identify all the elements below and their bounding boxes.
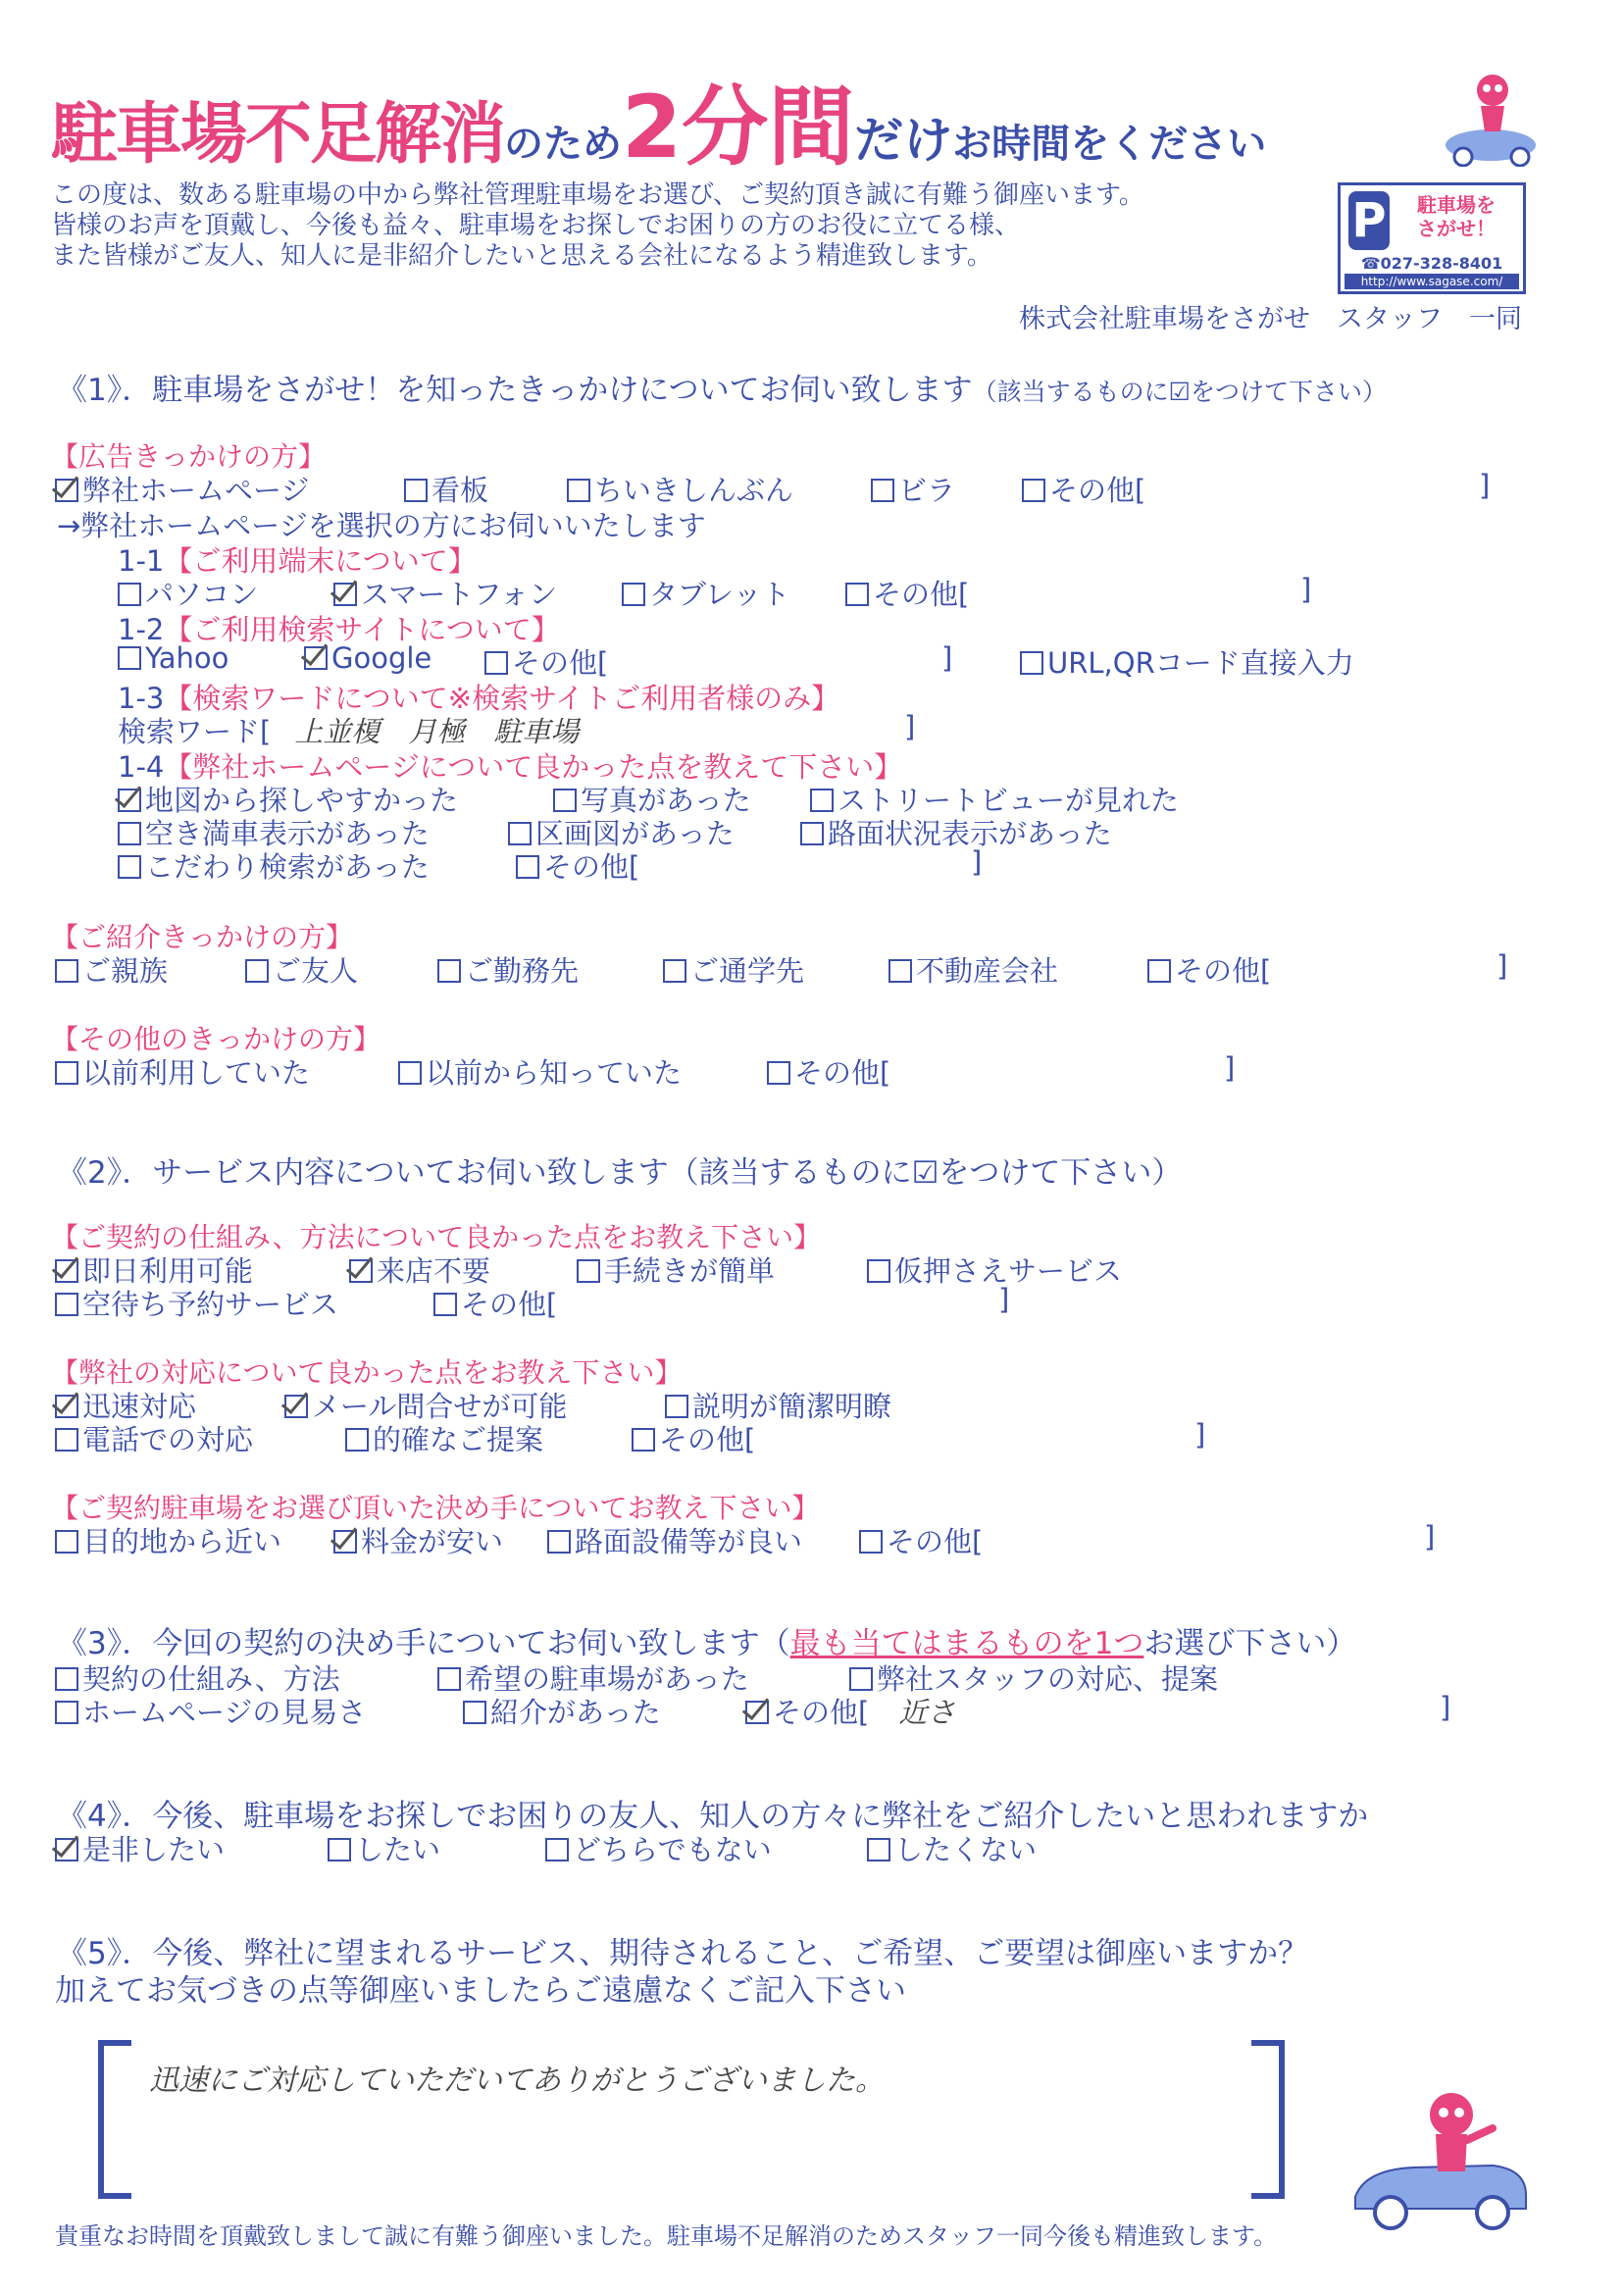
checkbox[interactable] (577, 1259, 600, 1283)
checkbox-option[interactable]: 来店不要 (349, 1249, 490, 1290)
checkbox[interactable] (55, 1259, 78, 1283)
ad-section-heading: 【広告きっかけの方】 (51, 440, 327, 473)
intro-line: 皆様のお声を頂戴し、今後も益々、駐車場をお探しでお困りの方のお役に立てる様、 (51, 211, 1021, 240)
checkbox-option[interactable]: したい (328, 1828, 440, 1868)
checkbox-option[interactable]: 空待ち予約サービス (55, 1283, 338, 1323)
checkbox[interactable] (55, 1530, 78, 1554)
checkbox[interactable] (632, 1428, 655, 1452)
bracket-close: ] (1440, 1691, 1451, 1724)
checkbox-option[interactable]: 仮押さえサービス (867, 1249, 1122, 1290)
checkbox[interactable] (55, 959, 78, 983)
bracket-close: ] (904, 710, 916, 743)
checkbox[interactable] (284, 1395, 308, 1418)
bracket-close: ] (941, 641, 953, 675)
checkbox[interactable] (508, 822, 532, 845)
checkbox-option[interactable]: どちらでもない (545, 1828, 772, 1868)
company-signature: 株式会社駐車場をさがせ スタッフ 一同 (1019, 304, 1522, 334)
logo-text: 駐車場を さがせ！ (1417, 193, 1496, 240)
q1-heading: 《1》．駐車場をさがせ！を知ったきっかけについてお伺い致します（該当するものに☑をつけて下さい） (57, 373, 1388, 408)
checkbox[interactable] (745, 1701, 769, 1724)
checkbox-option[interactable]: ストリートビューが見れた (810, 779, 1179, 819)
bracket-close: ] (971, 845, 983, 879)
checkbox-option[interactable]: その他[ 近さ (745, 1691, 955, 1731)
checkbox[interactable] (463, 1701, 486, 1724)
checkbox[interactable] (55, 479, 78, 502)
checkbox-option[interactable]: その他[ (859, 1520, 983, 1560)
checkbox-option[interactable]: 電話での対応 (55, 1418, 253, 1458)
checkbox-option[interactable]: 看板 (404, 469, 488, 509)
checkbox-option[interactable]: ビラ (871, 469, 955, 509)
handwritten-other-value: 近さ (898, 1696, 956, 1729)
intro-line: この度は、数ある駐車場の中から弊社管理駐車場をお選び、ご契約頂き誠に有難う御座います。 (51, 180, 1144, 210)
checkbox[interactable] (118, 822, 141, 845)
checkbox[interactable] (55, 1667, 78, 1691)
checkbox-option[interactable]: したくない (867, 1828, 1037, 1868)
checkbox-option[interactable]: スマートフォン (333, 573, 557, 613)
checkbox-option[interactable]: その他[ (767, 1051, 890, 1092)
checkbox-option[interactable]: 以前利用していた (55, 1051, 310, 1092)
checkbox[interactable] (55, 1428, 78, 1452)
checkbox[interactable] (516, 855, 539, 879)
intro-section-heading: 【ご紹介きっかけの方】 (51, 921, 354, 953)
title-part: だけ (854, 112, 953, 169)
s11-heading: 1-1【ご利用端末について】 (118, 544, 477, 578)
bracket-close: ] (1300, 573, 1312, 606)
checkbox[interactable] (349, 1259, 373, 1283)
checkbox[interactable] (1020, 651, 1043, 675)
checkbox-option[interactable]: 料金が安い (333, 1520, 503, 1560)
checkbox-option[interactable]: ご友人 (245, 949, 358, 990)
checkbox[interactable] (333, 583, 357, 606)
checkbox[interactable] (437, 1667, 461, 1691)
checkbox[interactable] (845, 583, 869, 606)
checkbox-option[interactable]: 目的地から近い (55, 1520, 281, 1560)
page-title (51, 76, 1267, 178)
contract-section-heading: 【ご契約の仕組み、方法について良かった点をお教え下さい】 (51, 1221, 822, 1253)
intro-line: また皆様がご友人、知人に是非紹介したいと思える会社になるよう精進致します。 (51, 241, 992, 271)
checkbox[interactable] (55, 1701, 78, 1724)
checkbox[interactable] (333, 1530, 357, 1554)
checkbox[interactable] (622, 583, 645, 606)
checkbox-option[interactable]: その他[ (433, 1283, 557, 1323)
handwritten-comment: 迅速にご対応していただいてありがとうございました。 (149, 2064, 885, 2098)
checkbox[interactable] (118, 646, 141, 670)
checkbox[interactable] (245, 959, 269, 983)
s12-heading: 1-2【ご利用検索サイトについて】 (118, 613, 560, 646)
checkbox[interactable] (433, 1293, 457, 1316)
checkbox-option[interactable]: 迅速対応 (55, 1385, 196, 1425)
checkbox[interactable] (328, 1838, 351, 1861)
checkbox[interactable] (118, 855, 141, 879)
checkbox-option[interactable]: 是非したい (55, 1828, 225, 1868)
checkbox[interactable] (810, 789, 834, 812)
bracket-right (1251, 2040, 1285, 2199)
title-part: 駐車場不足解消 (51, 96, 505, 174)
checkbox[interactable] (547, 1530, 571, 1554)
bracket-close: ] (1224, 1051, 1236, 1085)
q5-heading-2: 加えてお気づきの点等御座いましたらご遠慮なくご記入下さい (55, 1973, 906, 2009)
checkbox[interactable] (867, 1838, 890, 1861)
checkbox-option[interactable]: その他[ (632, 1418, 755, 1458)
s13-heading: 1-3【検索ワードについて※検索サイトご利用者様のみ】 (118, 682, 840, 715)
footer-message: 貴重なお時間を頂戴致しまして誠に有難う御座いました。駐車場不足解消のためスタッフ一同今後も精進致します。 (55, 2222, 1278, 2250)
company-logo (1338, 182, 1526, 294)
mascot-car-icon (1442, 69, 1540, 167)
checkbox-option[interactable]: Yahoo (118, 641, 228, 675)
bracket-close: ] (1479, 469, 1491, 502)
checkbox-option[interactable]: ホームページの見易さ (55, 1691, 366, 1731)
checkbox[interactable] (859, 1530, 883, 1554)
checkbox-option[interactable]: 弊社ホームページ (55, 469, 309, 509)
q4-heading: 《4》．今後、駐車場をお探しでお困りの友人、知人の方々に弊社をご紹介したいと思われますか (57, 1799, 1369, 1834)
bracket-left (98, 2040, 131, 2199)
checkbox-option[interactable]: 路面状況表示があった (800, 812, 1112, 852)
checkbox[interactable] (55, 1395, 78, 1418)
checkbox-option[interactable]: 不動産会社 (888, 949, 1058, 990)
checkbox-option[interactable]: その他[ (1147, 949, 1271, 990)
checkbox-option[interactable]: ご親族 (55, 949, 168, 990)
checkbox[interactable] (567, 479, 590, 502)
checkbox-option[interactable]: 希望の駐車場があった (437, 1657, 749, 1698)
title-part: 2分間 (622, 76, 855, 178)
checkbox-option[interactable]: その他[ (1022, 469, 1145, 509)
checkbox-option[interactable]: ご勤務先 (437, 949, 579, 990)
comment-box[interactable] (98, 2040, 1285, 2187)
checkbox[interactable] (849, 1667, 873, 1691)
checkbox-option[interactable]: 契約の仕組み、方法 (55, 1657, 340, 1698)
title-part: お時間をください (952, 122, 1267, 167)
decision-section-heading: 【ご契約駐車場をお選び頂いた決め手についてお教え下さい】 (51, 1492, 820, 1524)
checkbox[interactable] (437, 959, 461, 983)
checkbox[interactable] (118, 583, 141, 606)
checkbox[interactable] (55, 1061, 78, 1085)
checkbox-option[interactable]: 説明が簡潔明瞭 (665, 1385, 891, 1425)
checkbox-option[interactable]: 的確なご提案 (345, 1418, 543, 1458)
checkbox[interactable] (665, 1395, 688, 1418)
checkbox[interactable] (404, 479, 428, 502)
checkbox-option[interactable]: 手続きが簡単 (577, 1249, 775, 1290)
q3-heading: 《3》．今回の契約の決め手についてお伺い致します（最も当てはまるものを1つお選び下さい） (57, 1626, 1357, 1661)
title-part: のため (504, 122, 623, 167)
checkbox-option[interactable]: パソコン (118, 573, 258, 613)
parking-p-icon: P (1348, 191, 1390, 250)
other-section-heading: 【その他のきっかけの方】 (51, 1023, 381, 1055)
handwritten-search-word: 上並榎 月極 駐車場 (294, 715, 580, 748)
checkbox[interactable] (1147, 959, 1171, 983)
checkbox[interactable] (345, 1428, 369, 1452)
mascot-car-icon (1345, 2089, 1532, 2236)
checkbox-option[interactable]: URL,QRコード直接入力 (1020, 641, 1354, 682)
checkbox-option[interactable]: こだわり検索があった (118, 845, 430, 886)
logo-phone: ☎027-328-8401 (1360, 254, 1503, 273)
checkbox[interactable] (800, 822, 824, 845)
checkbox-option[interactable]: 区画図があった (508, 812, 735, 852)
bracket-close: ] (1497, 949, 1508, 983)
checkbox-option[interactable]: 空き満車表示があった (118, 812, 430, 852)
checkbox[interactable] (1022, 479, 1045, 502)
checkbox[interactable] (55, 1838, 78, 1861)
checkbox-option[interactable]: Google (304, 641, 431, 675)
checkbox-option[interactable]: 即日利用可能 (55, 1249, 253, 1290)
checkbox-option[interactable]: 以前から知っていた (398, 1051, 682, 1092)
checkbox-option[interactable]: タブレット (622, 573, 790, 613)
hp-note: →弊社ホームページを選択の方にお伺いいたします (57, 509, 706, 542)
checkbox[interactable] (55, 1293, 78, 1316)
s14-heading: 1-4【弊社ホームページについて良かった点を教えて下さい】 (118, 750, 903, 784)
checkbox[interactable] (304, 646, 328, 670)
checkbox[interactable] (545, 1838, 569, 1861)
checkbox[interactable] (398, 1061, 422, 1085)
checkbox-option[interactable]: ちいきしんぶん (567, 469, 793, 509)
bracket-close: ] (1424, 1520, 1436, 1554)
checkbox[interactable] (553, 789, 577, 812)
bracket-close: ] (998, 1283, 1010, 1316)
checkbox-option[interactable]: 地図から探しやすかった (118, 779, 458, 819)
checkbox-option[interactable]: その他[ (516, 845, 639, 886)
checkbox[interactable] (871, 479, 894, 502)
checkbox-option[interactable]: 路面設備等が良い (547, 1520, 802, 1560)
checkbox-option[interactable]: ご通学先 (663, 949, 804, 990)
checkbox-option[interactable]: 写真があった (553, 779, 751, 819)
logo-url: http://www.sagase.com/ (1345, 274, 1519, 289)
checkbox-option[interactable]: 紹介があった (463, 1691, 661, 1731)
bracket-close: ] (1194, 1418, 1206, 1452)
q5-heading: 《5》．今後、弊社に望まれるサービス、期待されること、ご希望、ご要望は御座いますか？ (57, 1936, 1309, 1971)
q2-heading: 《2》．サービス内容についてお伺い致します（該当するものに☑をつけて下さい） (57, 1155, 1183, 1191)
checkbox[interactable] (888, 959, 912, 983)
checkbox[interactable] (118, 789, 141, 812)
checkbox[interactable] (767, 1061, 790, 1085)
checkbox-option[interactable]: 弊社スタッフの対応、提案 (849, 1657, 1218, 1698)
search-word-field[interactable]: 検索ワード[ 上並榎 月極 駐車場 (118, 715, 580, 748)
response-section-heading: 【弊社の対応について良かった点をお教え下さい】 (51, 1356, 683, 1389)
checkbox[interactable] (663, 959, 686, 983)
checkbox-option[interactable]: メール問合せが可能 (284, 1385, 567, 1425)
checkbox-option[interactable]: その他[ (484, 641, 608, 682)
checkbox[interactable] (484, 651, 508, 675)
checkbox[interactable] (867, 1259, 890, 1283)
checkbox-option[interactable]: その他[ (845, 573, 969, 613)
